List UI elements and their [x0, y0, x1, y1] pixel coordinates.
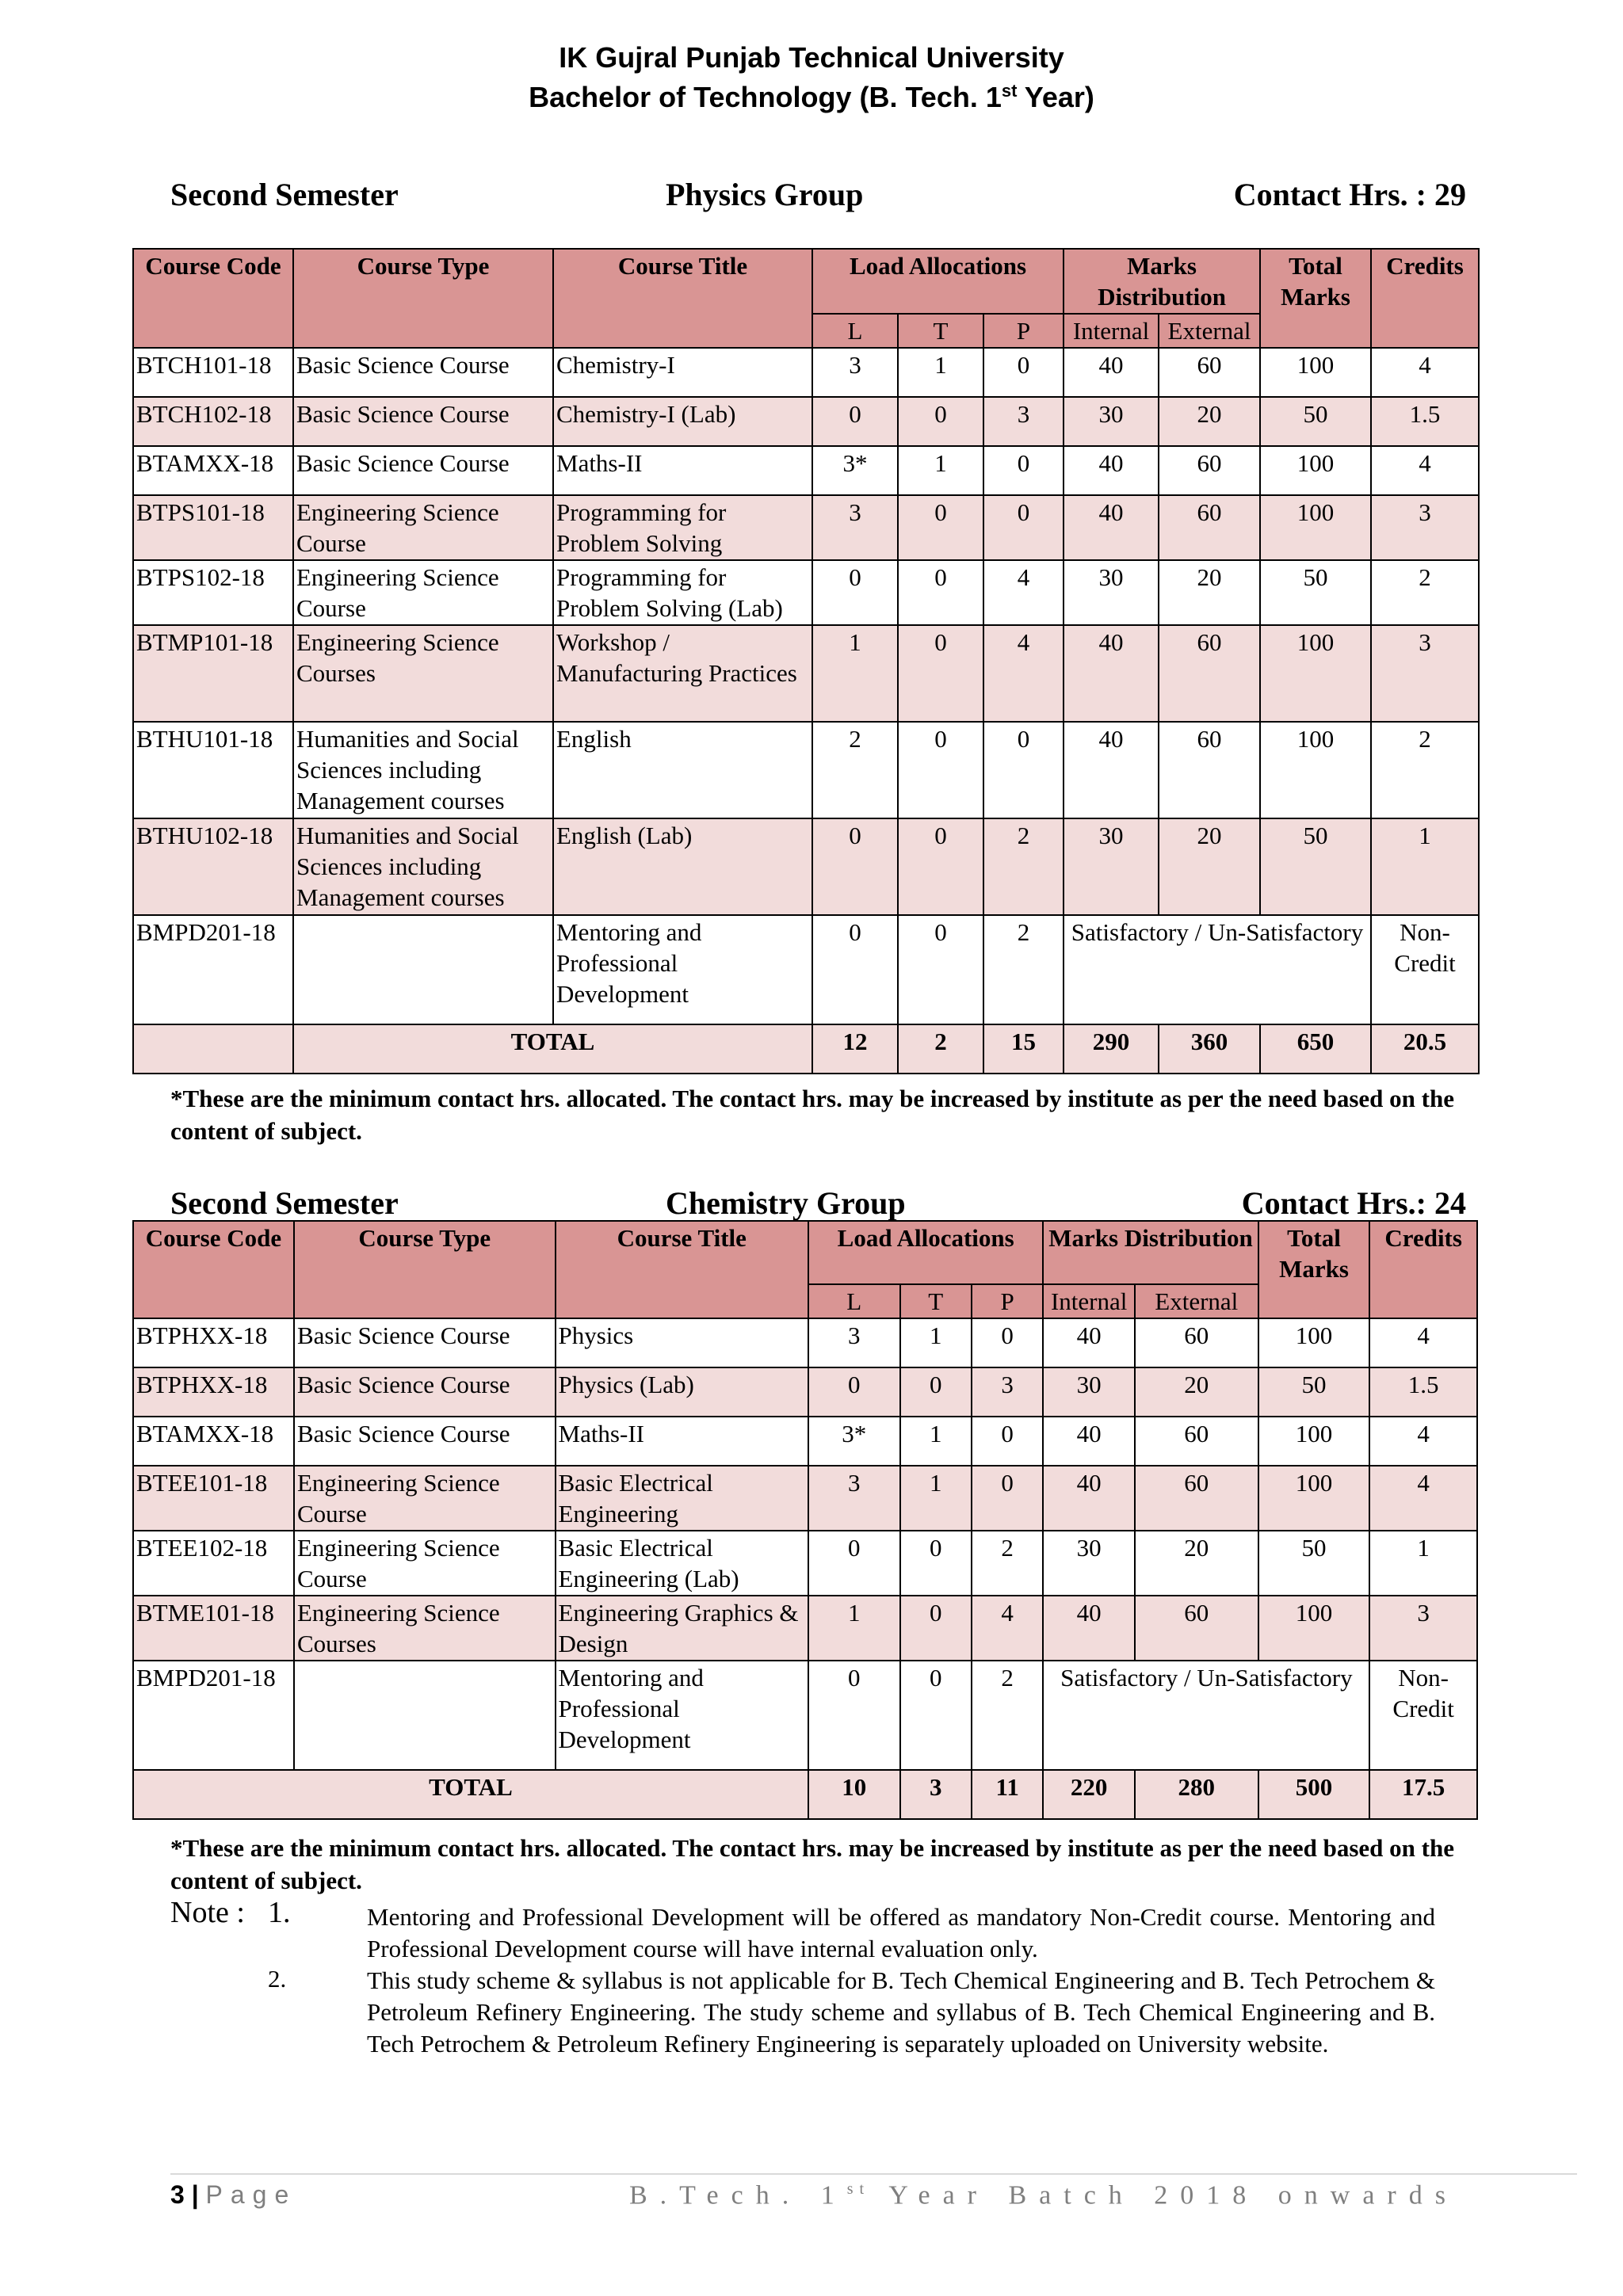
table-row: BTEE102-18 Engineering Science Course Basic Electrical Engineering (Lab) 0 0 2 30 20 50 1 [133, 1531, 1477, 1596]
header-external: External [1159, 314, 1260, 348]
group-label: Physics Group [666, 177, 864, 212]
table-row: BTPHXX-18 Basic Science Course Physics 3 1 0 40 60 100 4 [133, 1318, 1477, 1367]
table-row: BTME101-18 Engineering Science Courses Engineering Graphics & Design 1 0 4 40 60 100 3 [133, 1596, 1477, 1661]
header-load-allocations: Load Allocations [812, 249, 1064, 314]
table-row: BTAMXX-18 Basic Science Course Maths-II 3* 1 0 40 60 100 4 [133, 1417, 1477, 1466]
header-L: L [808, 1284, 900, 1318]
table-row: BTCH101-18 Basic Science Course Chemistry-I 3 1 0 40 60 100 4 [133, 348, 1479, 397]
table-row-mentoring: BMPD201-18 Mentoring and Professional Development 0 0 2 Satisfactory / Un-Satisfactory Non-Credit [133, 915, 1479, 1024]
contact-hours: Contact Hrs.: 24 [1241, 1185, 1466, 1221]
total-label: TOTAL [133, 1770, 808, 1819]
header-total-marks: Total Marks [1260, 249, 1371, 348]
header-external: External [1135, 1284, 1258, 1318]
total-label: TOTAL [293, 1024, 812, 1074]
header-load-allocations: Load Allocations [808, 1221, 1043, 1284]
table-row: BTMP101-18 Engineering Science Courses Workshop / Manufacturing Practices 1 0 4 40 60 100 3 [133, 625, 1479, 722]
header-P: P [972, 1284, 1043, 1318]
header-internal: Internal [1064, 314, 1159, 348]
contact-hours-footnote: *These are the minimum contact hrs. allocated. The contact hrs. may be increased by institute as per the need based on the content of subject. [170, 1085, 1454, 1145]
header-T: T [898, 314, 983, 348]
header-course-type: Course Type [294, 1221, 556, 1318]
table-row-total: TOTAL 10 3 11 220 280 500 17.5 [133, 1770, 1477, 1819]
program-title: Bachelor of Technology (B. Tech. 1st Year) [529, 81, 1094, 113]
semester-label: Second Semester [170, 1185, 399, 1221]
footer-batch: B.Tech. 1st Year Batch 2018 onwards [628, 2180, 1458, 2210]
table-row: BTEE101-18 Engineering Science Course Basic Electrical Engineering 3 1 0 40 60 100 4 [133, 1466, 1477, 1531]
table-row: BTAMXX-18 Basic Science Course Maths-II 3* 1 0 40 60 100 4 [133, 446, 1479, 495]
footer-divider [170, 2173, 1577, 2175]
group-label: Chemistry Group [666, 1185, 906, 1221]
header-total-marks: Total Marks [1258, 1221, 1370, 1318]
header-T: T [900, 1284, 972, 1318]
table-row-total: TOTAL 12 2 15 290 360 650 20.5 [133, 1024, 1479, 1074]
table-row: BTCH102-18 Basic Science Course Chemistry-I (Lab) 0 0 3 30 20 50 1.5 [133, 397, 1479, 446]
header-L: L [812, 314, 898, 348]
note-text: This study scheme & syllabus is not applicable for B. Tech Chemical Engineering and B. Tech Petrochem & Petroleum Refinery Engineering. The study scheme and syllabus of B. Tech Chemical Engineering and B. Tech Petrochem & Petroleum Refinery Engineering is separately uploaded on University website. [367, 1966, 1435, 2058]
page-number: 3 | Page [170, 2180, 297, 2209]
header-course-title: Course Title [556, 1221, 809, 1318]
chemistry-group-table [132, 1220, 1478, 1820]
physics-group-heading [170, 176, 1466, 217]
header-marks-distribution: Marks Distribution [1064, 249, 1260, 314]
header-course-code: Course Code [133, 249, 293, 348]
header-credits: Credits [1369, 1221, 1477, 1318]
table-row-mentoring: BMPD201-18 Mentoring and Professional Development 0 0 2 Satisfactory / Un-Satisfactory Non-Credit [133, 1661, 1477, 1770]
note-label: Note : [170, 1896, 245, 1929]
contact-hours: Contact Hrs. : 29 [1233, 177, 1466, 212]
note-text: Mentoring and Professional Development will be offered as mandatory Non-Credit course. Mentoring and Professional Development course will have internal evaluation only. [367, 1903, 1435, 1962]
header-course-code: Course Code [133, 1221, 294, 1318]
table-row: BTHU102-18 Humanities and Social Sciences including Management courses English (Lab) 0 0 2 30 20 50 1 [133, 818, 1479, 915]
table-row: BTPHXX-18 Basic Science Course Physics (Lab) 0 0 3 30 20 50 1.5 [133, 1367, 1477, 1417]
header-P: P [983, 314, 1064, 348]
table-row: BTPS101-18 Engineering Science Course Programming for Problem Solving 3 0 0 40 60 100 3 [133, 495, 1479, 560]
header-internal: Internal [1043, 1284, 1135, 1318]
physics-group-table [132, 248, 1480, 1074]
header-course-title: Course Title [553, 249, 812, 348]
header-credits: Credits [1371, 249, 1479, 348]
contact-hours-footnote: *These are the minimum contact hrs. allocated. The contact hrs. may be increased by institute as per the need based on the content of subject. [170, 1834, 1454, 1894]
university-name: IK Gujral Punjab Technical University [559, 41, 1064, 74]
note-number: 2. [268, 1965, 287, 1993]
note-number: 1. [268, 1896, 291, 1929]
table-row: BTHU101-18 Humanities and Social Sciences including Management courses English 2 0 0 40 60 100 2 [133, 722, 1479, 818]
header-course-type: Course Type [293, 249, 553, 348]
semester-label: Second Semester [170, 177, 399, 212]
header-marks-distribution: Marks Distribution [1043, 1221, 1258, 1284]
table-row: BTPS102-18 Engineering Science Course Programming for Problem Solving (Lab) 0 0 4 30 20 50 2 [133, 560, 1479, 625]
